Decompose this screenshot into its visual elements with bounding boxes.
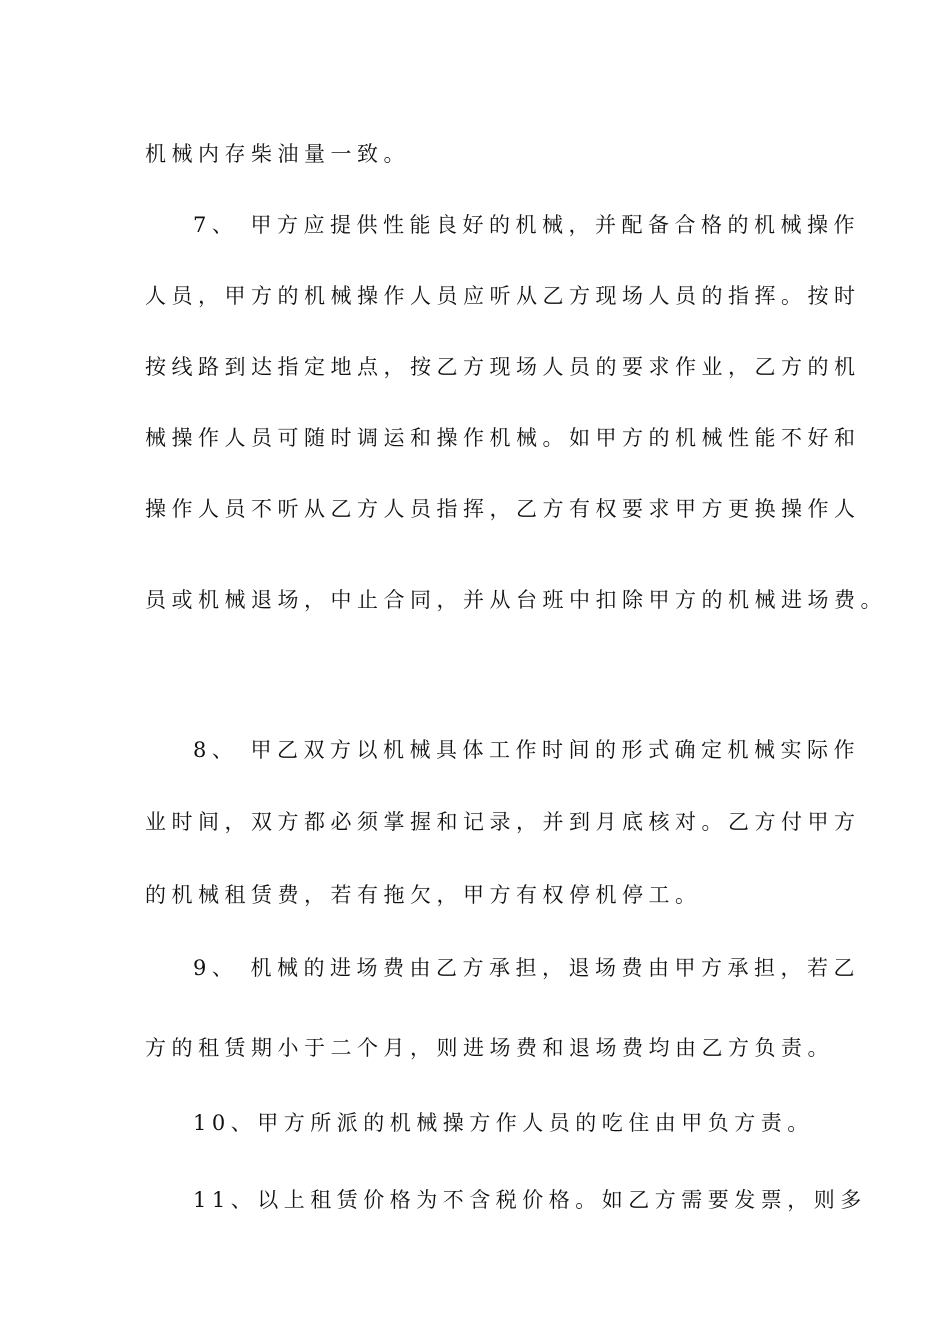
clause-10-line: 10、甲方所派的机械操方作人员的吃住由甲负方责。 bbox=[193, 1111, 814, 1135]
paragraph-line: 方的租赁期小于二个月，则进场费和退场费均由乙方负责。 bbox=[145, 1036, 834, 1060]
paragraph-line: 的机械租赁费，若有拖欠，甲方有权停机停工。 bbox=[145, 883, 702, 907]
paragraph-line: 操作人员不听从乙方人员指挥，乙方有权要求甲方更换操作人 bbox=[145, 497, 861, 521]
paragraph-line: 械操作人员可随时调运和操作机械。如甲方的机械性能不好和 bbox=[145, 426, 861, 450]
paragraph-line: 机械内存柴油量一致。 bbox=[145, 142, 410, 166]
paragraph-line: 按线路到达指定地点，按乙方现场人员的要求作业，乙方的机 bbox=[145, 355, 861, 379]
clause-8-line: 8、 甲乙双方以机械具体工作时间的形式确定机械实际作 bbox=[193, 738, 861, 762]
paragraph-line: 人员，甲方的机械操作人员应听从乙方现场人员的指挥。按时 bbox=[145, 284, 861, 308]
clause-9-line: 9、 机械的进场费由乙方承担，退场费由甲方承担，若乙 bbox=[193, 956, 861, 980]
clause-11-line: 11、以上租赁价格为不含税价格。如乙方需要发票，则多 bbox=[193, 1188, 867, 1212]
paragraph-line: 员或机械退场，中止合同，并从台班中扣除甲方的机械进场费。 bbox=[145, 588, 887, 612]
paragraph-line: 业时间，双方都必须掌握和记录，并到月底核对。乙方付甲方 bbox=[145, 810, 861, 834]
clause-7-line: 7、 甲方应提供性能良好的机械，并配备合格的机械操作 bbox=[193, 213, 861, 237]
